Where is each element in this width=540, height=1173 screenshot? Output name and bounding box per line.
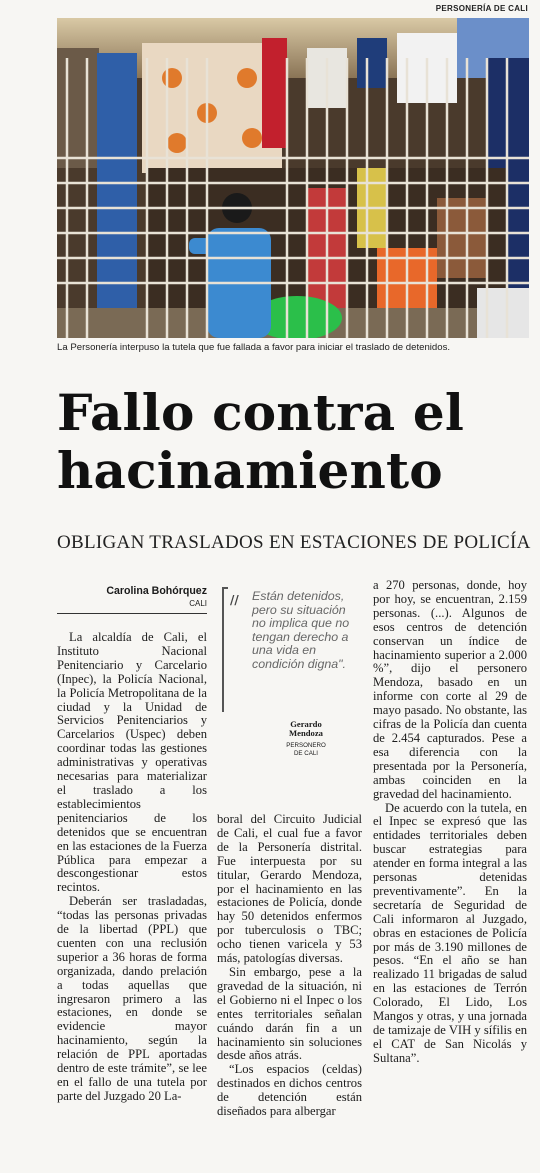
article-column-2 [217, 813, 362, 1119]
pull-quote-author-last: Mendoza [289, 728, 323, 738]
paragraph: Sin embargo, pese a la gravedad de la situación, ni el Gobierno ni el Inpec o los entes territoriales señalan cuándo darán fin a un hacinamiento sin soluciones desde años atrás. [217, 964, 362, 1063]
paragraph: Deberán ser trasladadas, “todas las personas privadas de la libertad (PPL) que cuenten con una reclusión superior a 36 horas de forma organizada, dando prelación a todas aquellas que ingresaron primero a las estaciones, en donde se evidencie mayor hacinamiento, según la relación de PPL aportadas dentro de este trámite”, se lee en el fallo de una tutela por parte del Juzgado 20 La- [57, 894, 207, 1103]
section-tag: PERSONERÍA DE CALI [435, 4, 528, 13]
pull-quote-role-line1: PERSONERO [286, 742, 326, 749]
paragraph: La alcaldía de Cali, el Instituto Nacional Penitenciario y Carcelario (Inpec), la Policía Nacional, la Policía Metropolitana de la ciudad y la Unidad de Servicios Penitenciarios y Carcelarios (Uspec) deben coordinar todas las gestiones administrativas y operativas necesarias para materializar el traslado a los establecimientos penitenciarios de los detenidos que se encuentran en las estaciones de la Fuerza Pública para empezar a descongestionar estos recintos. [57, 630, 207, 895]
detention-cell-illustration [57, 18, 529, 338]
pull-quote-attribution [254, 720, 358, 758]
byline-author: Carolina Bohórquez [106, 585, 207, 597]
pull-quote-text: Están detenidos, pero su situación no implica que no tengan derecho a una vida en condición digna". [252, 589, 350, 671]
pull-quote-author-first: Gerardo [290, 719, 322, 729]
pull-quote-role [254, 742, 358, 758]
pull-quote [222, 587, 360, 767]
quote-mark-icon: // [230, 593, 239, 607]
headline [57, 384, 537, 500]
byline-place: CALI [189, 599, 207, 608]
photo-caption: La Personería interpuso la tutela que fue fallada a favor para iniciar el traslado de detenidos. [57, 342, 451, 353]
pull-quote-role-line2: DE CALI [293, 750, 319, 757]
paragraph: a 270 personas, donde, hoy por hoy, se encuentran, 2.159 personas. (...). Algunos de esos centros de detención conservan un índice de hacinamiento superior a 2.000 %”, dijo el personero Mendoza, basado en un informe con corte al 29 de mayo pasado. No obstante, las cifras de la Policía dan cuenta de 2.454 capturados. Pese a esa diferencia con la presentada por la Personería, ambas coinciden en la gravedad del hacinamiento. [373, 578, 527, 801]
byline [57, 585, 207, 608]
paragraph: “Los espacios (celdas) destinados en dichos centros de detención están diseñados para albergar [217, 1062, 362, 1119]
article-column-3 [373, 579, 527, 1066]
subheadline: OBLIGAN TRASLADOS EN ESTACIONES DE POLICÍA [57, 532, 531, 553]
paragraph: boral del Circuito Judicial de Cali, el cual fue a favor de la Personería distrital. Fue interpuesta por su titular, Gerardo Mendoza, por el hacinamiento en las estaciones de Policía, donde hay 50 detenidos enfermos por tuberculosis o TBC; ocho tienen varicela y 53 más, patologías diversas. [217, 812, 362, 966]
headline-line1: Fallo contra el [57, 383, 465, 442]
paragraph: De acuerdo con la tutela, en el Inpec se expresó que las entidades territoriales deben buscar estrategias para atender en forma integral a las personas detenidas preventivamente”. En la secretaría de Seguridad de Cali informaron al Juzgado, obras en estaciones de Policía por más de 3.190 millones de pesos. “En el año se han realizado 11 brigadas de salud en las estaciones de Terrón Colorado, El Lido, Los Mangos y otras, y una jornada de tamizaje de VIH y sífilis en el CAT de San Nicolás y Sultana”. [373, 800, 527, 1065]
article-column-1 [57, 631, 207, 1104]
pull-quote-bracket [222, 587, 228, 712]
byline-divider [57, 613, 207, 614]
news-photo [57, 18, 529, 338]
headline-line2: hacinamiento [57, 441, 443, 500]
